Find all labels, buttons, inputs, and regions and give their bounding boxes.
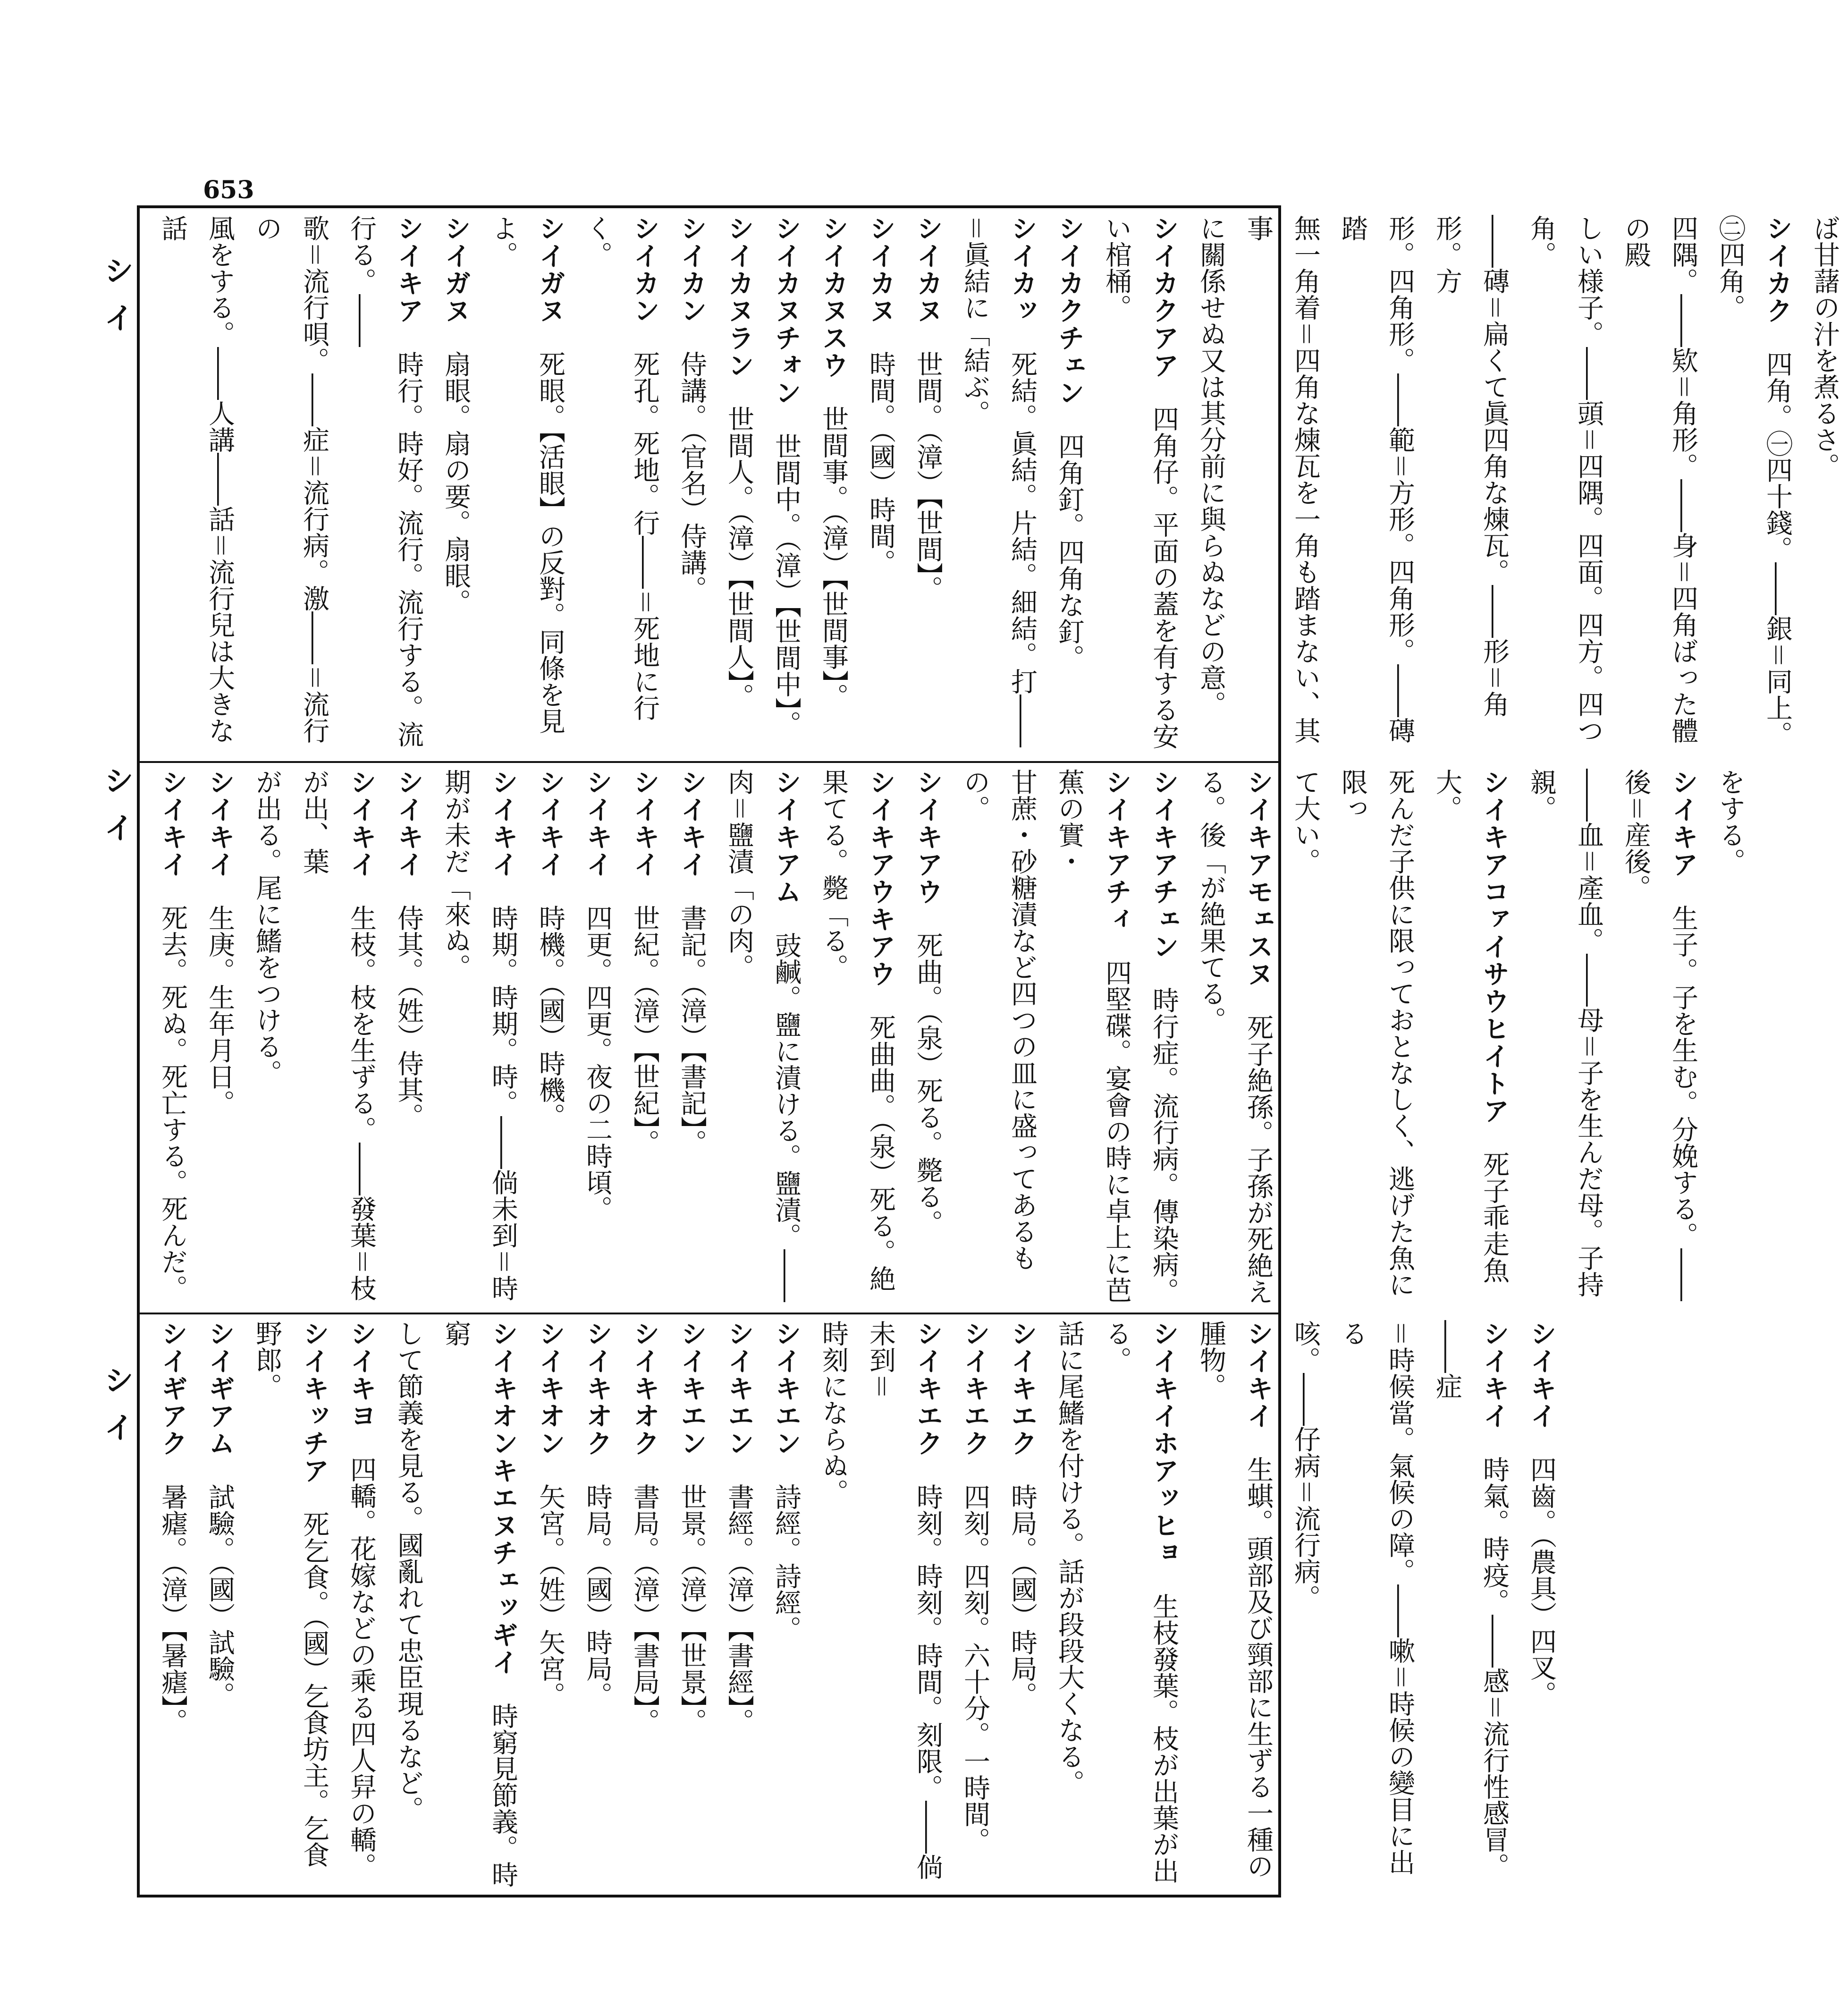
dictionary-entry (951, 215, 1046, 755)
entry-text: ――磚＝扁くて眞四角な煉瓦。――形＝角形。方 (1432, 215, 1510, 717)
entry-text: 形。四角形。――範＝方形。四角形。――磚踏 (1337, 215, 1415, 744)
dictionary-entry (762, 1320, 810, 1891)
entry-text: 生枝。枝を生ずる。――發葉＝枝が出、葉 (299, 769, 377, 1301)
entry-continuation (149, 215, 243, 755)
entry-text: 死乞食。（國）乞食坊主。乞食野郎。 (252, 1320, 329, 1868)
entry-headword: シイキイホアッヒョ (1148, 1320, 1179, 1567)
entry-text: 世間中。（漳）【世間中】。 (771, 433, 802, 737)
entry-headword: シイキイ (204, 769, 235, 878)
tier-top (149, 215, 1840, 755)
entry-text: 世間。（漳）【世間】。 (912, 351, 943, 602)
entry-text: に關係せぬ又は其分前に與らぬなどの意。 (1196, 215, 1226, 717)
entry-text: 四刻。四刻。六十分。一時間。 (960, 1483, 990, 1854)
entry-headword: シイキイ (346, 769, 377, 878)
entry-text: 甘蔗・砂糖漬など四つの皿に盛ってあるもの。 (960, 769, 1038, 1271)
entry-text: 世紀。（漳）【世紀】。 (629, 905, 660, 1156)
dictionary-entry (810, 769, 904, 1307)
entry-text: 四角。㊀四十錢。――銀＝同上。㊁四角。 (1715, 215, 1793, 747)
entry-continuation (810, 1320, 857, 1891)
entry-text: 時局。（國）時局。 (1007, 1483, 1038, 1708)
tier-middle-columns (149, 769, 1754, 1307)
entry-headword: シイキイ (157, 769, 188, 878)
entry-text: 時行。時好。流行。流行する。流行る。―― (346, 215, 424, 747)
side-label-top: シイ (99, 255, 134, 349)
entry-text: 四齒。（農具）四叉。 (1526, 1456, 1557, 1707)
dictionary-entry (385, 769, 432, 1307)
entry-headword: シイキアウ (912, 769, 943, 906)
entry-text: 死眼。【活眼】の反對。同條を見よ。 (488, 215, 565, 734)
entry-headword: シイキイ (676, 769, 707, 878)
dictionary-entry (196, 1320, 243, 1891)
entry-continuation (1329, 769, 1423, 1307)
entry-text: 書記。（漳）【書記】。 (676, 905, 707, 1156)
entry-text: 世景。（漳）【世景】。 (676, 1483, 707, 1735)
entry-headword: シイカン (629, 215, 660, 324)
entry-text: 四角仔。平面の蓋を有する安い棺桶。 (1101, 215, 1179, 749)
entry-headword: シイカク (1762, 215, 1793, 324)
page-number: 653 (203, 176, 254, 204)
side-label-middle: シイ (99, 765, 134, 859)
entry-text: 死去。死ぬ。死亡する。死んだ。 (157, 905, 188, 1301)
entry-headword: シイキイ (535, 769, 565, 878)
tier-divider-1 (137, 761, 1281, 763)
entry-headword: シイキア (393, 215, 424, 324)
entry-text: が出る。尾に鰭をつける。 (252, 769, 282, 1086)
entry-text: 豉鹹。鹽に漬ける。鹽漬。――肉＝鹽漬「の肉。 (724, 769, 802, 1302)
entry-continuation (1612, 215, 1706, 755)
tier-middle (149, 769, 1746, 1307)
entry-headword: シイキイ (629, 769, 660, 878)
dictionary-entry (526, 769, 574, 1307)
entry-continuation (1046, 1320, 1093, 1891)
entry-continuation (1423, 215, 1518, 755)
entry-text: 生子。子を生む。分娩する。――後＝産後。 (1620, 769, 1698, 1301)
entry-text: 四堅碟。宴會の時に卓上に芭蕉の實・ (1054, 769, 1132, 1303)
entry-text: 扇眼。扇の要。扇眼。 (440, 351, 471, 615)
entry-continuation (1518, 769, 1612, 1307)
entry-text: 歌＝流行唄。――症＝流行病。激――＝流行の (252, 215, 329, 744)
entry-text: 四更。四更。夜の二時頃。 (582, 905, 613, 1222)
dictionary-entry (432, 769, 526, 1307)
dictionary-entry (951, 1320, 998, 1891)
dictionary-entry (904, 769, 951, 1307)
entry-headword: シイキヨ (346, 1320, 377, 1430)
dictionary-entry (621, 769, 668, 1307)
dictionary-entry (998, 1320, 1046, 1891)
entry-text: 時氣。時疫。――感＝流行性感冒。――症 (1432, 1320, 1510, 1879)
dictionary-entry (574, 769, 621, 1307)
dictionary-entry (574, 1320, 621, 1891)
entry-headword: シイガヌ (440, 215, 471, 324)
dictionary-entry (243, 1320, 338, 1891)
dictionary-entry (290, 769, 385, 1307)
entry-text: 書經。（漳）【書經】。 (724, 1483, 754, 1735)
dictionary-entry (668, 1320, 715, 1891)
entry-headword: シイキエン (676, 1320, 707, 1457)
entry-text: 試驗。（國）試驗。 (204, 1483, 235, 1708)
dictionary-entry (857, 1320, 951, 1891)
dictionary-entry (479, 215, 574, 755)
entry-headword: シイキイ (1479, 1320, 1510, 1430)
entry-text: て大い。 (1290, 769, 1321, 874)
entry-headword: シイキイ (1243, 1320, 1274, 1430)
dictionary-entry (526, 1320, 574, 1891)
dictionary-entry (857, 215, 904, 755)
entry-headword: シイギアム (204, 1320, 235, 1457)
entry-text: 死んだ子供に限っておとなしく、逃げた魚に限っ (1337, 769, 1415, 1297)
entry-headword: シイキアウキアウ (865, 769, 896, 988)
entry-continuation (1234, 215, 1329, 755)
dictionary-entry (196, 769, 243, 1307)
dictionary-entry (1046, 769, 1140, 1307)
dictionary-entry (668, 215, 715, 755)
entry-headword: シイキイ (488, 769, 518, 878)
entry-continuation (1518, 215, 1612, 755)
entry-headword: シイキアチェン (1148, 769, 1179, 960)
entry-headword: シイキオク (629, 1320, 660, 1457)
entry-headword: シイカクチェン (1054, 215, 1085, 407)
dictionary-entry (715, 1320, 762, 1891)
entry-headword: シイキイ (582, 769, 613, 878)
entry-headword: シイキエク (912, 1320, 943, 1457)
entry-text: 侍其。（姓）侍其。 (393, 905, 424, 1129)
entry-text: 時窮見節義。時窮 (440, 1320, 518, 1888)
entry-text: 時機。（國）時機。 (535, 905, 565, 1129)
dictionary-entry (574, 215, 668, 755)
entry-text: ば甘藷の汁を煮るさ。 (1809, 215, 1840, 479)
entry-continuation (243, 215, 338, 755)
entry-headword: シイキア (1668, 769, 1698, 878)
entry-headword: シイカヌラン (724, 215, 754, 379)
entry-headword: シイキアム (771, 769, 802, 906)
dictionary-entry (1187, 769, 1282, 1307)
dictionary-entry (715, 769, 810, 1307)
dictionary-entry (149, 769, 196, 1307)
dictionary-entry (668, 769, 715, 1307)
entry-continuation (1187, 215, 1234, 755)
entry-headword: シイキイ (393, 769, 424, 878)
entry-text: ＝時候當。氣候の障。――嗽＝時候の變目に出る (1337, 1320, 1415, 1875)
entry-text: 生庚。生年月日。 (204, 905, 235, 1116)
entry-headword: シイキオン (535, 1320, 565, 1457)
entry-headword: シイキオク (582, 1320, 613, 1457)
entry-text: 死曲曲。（泉）死る。絶果てる。斃「る。 (818, 769, 896, 1292)
dictionary-entry (338, 215, 432, 755)
entry-text: 四轎。花嫁などの乘る四人舁の轎。 (346, 1456, 377, 1879)
entry-continuation (1329, 1320, 1423, 1891)
entry-headword: シイガヌ (535, 215, 565, 324)
entry-headword: シイカッ (1007, 215, 1038, 324)
dictionary-entry (1518, 1320, 1565, 1891)
entry-headword: シイキアモェスヌ (1243, 769, 1274, 988)
entry-continuation (385, 1320, 432, 1891)
tier-bottom (149, 1320, 1557, 1891)
dictionary-entry (1706, 215, 1801, 755)
entry-headword: シイキエン (724, 1320, 754, 1457)
entry-text: 風をする。――人講――話＝流行兒は大きな話 (157, 215, 235, 744)
entry-continuation (951, 769, 1046, 1307)
entry-headword: シイキエク (960, 1320, 990, 1457)
entry-text: 四角釘。四角な釘。 (1054, 433, 1085, 671)
dictionary-entry (1093, 215, 1187, 755)
entry-text: 無一角着＝四角な煉瓦を一角も踏まない、其事 (1243, 215, 1321, 744)
dictionary-entry (1046, 215, 1093, 755)
entry-text: をする。 (1715, 769, 1746, 874)
entry-text: 時間。（國）時間。 (865, 351, 896, 576)
dictionary-entry (762, 215, 810, 755)
entry-text: 死子絶孫。子孫が死絶える。後「が絶果てる。 (1196, 769, 1274, 1305)
entry-text: 時期。時期。時。――倘未到＝時期が未だ「來ぬ。 (440, 769, 518, 1301)
dictionary-entry (149, 1320, 196, 1891)
entry-text: 咳。――仔病＝流行病。 (1290, 1320, 1321, 1611)
entry-headword: シイカヌ (865, 215, 896, 324)
entry-text: 死孔。死地。行――＝死地に行く。 (582, 215, 660, 721)
entry-text: して節義を見る。國亂れて忠臣現るなど。 (393, 1320, 424, 1822)
entry-text: 生蜞。頭部及び頸部に生ずる一種の腫物。 (1196, 1320, 1274, 1879)
entry-text: 時刻。時刻。時間。刻限。――倘未到＝ (865, 1320, 943, 1880)
entry-headword: シイキオンキエヌチェッギイ (488, 1320, 518, 1676)
entry-headword: シイカヌスウ (818, 215, 849, 379)
entry-text: 世間事。（漳）【世間事】。 (818, 406, 849, 710)
entry-headword: シイキッチア (299, 1320, 329, 1484)
entry-text: 書局。（漳）【書局】。 (629, 1483, 660, 1735)
dictionary-entry (1612, 769, 1706, 1307)
dictionary-entry (621, 1320, 668, 1891)
dictionary-entry (1140, 769, 1187, 1307)
dictionary-entry (1423, 769, 1518, 1307)
dictionary-entry (715, 215, 762, 755)
entry-text: 死曲。（泉）死る。斃る。 (912, 932, 943, 1236)
entry-text: 暑瘧。（漳）【暑瘧】。 (157, 1483, 188, 1735)
entry-text: 時刻にならぬ。 (818, 1320, 849, 1505)
entry-continuation (1706, 769, 1754, 1307)
dictionary-entry (810, 215, 857, 755)
entry-text: 四隅。――欵＝角形。――身＝四角ばった體の殿 (1620, 215, 1698, 744)
entry-continuation (1282, 1320, 1329, 1891)
tier-divider-2 (137, 1313, 1281, 1314)
dictionary-entry (338, 1320, 385, 1891)
entry-headword: シイキアコァイサウヒイトア (1479, 769, 1510, 1125)
dictionary-entry (432, 1320, 526, 1891)
entry-text: 生枝發葉。枝が出葉が出る。 (1101, 1320, 1179, 1884)
entry-continuation (1801, 215, 1848, 755)
entry-headword: シイキエク (1007, 1320, 1038, 1457)
entry-text: 話に尾鰭を付ける。話が段段大くなる。 (1054, 1320, 1085, 1796)
entry-headword: シイカン (676, 215, 707, 324)
entry-continuation (1329, 215, 1423, 755)
dictionary-entry (1423, 1320, 1518, 1891)
dictionary-entry (1093, 1320, 1187, 1891)
entry-continuation (1282, 769, 1329, 1307)
entry-text: 時局。（國）時局。 (582, 1483, 613, 1708)
dictionary-entry (904, 215, 951, 755)
dictionary-entry (432, 215, 479, 755)
entry-headword: シイキエン (771, 1320, 802, 1457)
entry-text: 侍講。（官名）侍講。 (676, 351, 707, 602)
entry-text: 死結。眞結。片結。細結。打――＝眞結に「結ぶ。 (960, 215, 1038, 747)
entry-headword: シイカクアア (1148, 215, 1179, 379)
entry-text: 詩經。詩經。 (771, 1483, 802, 1642)
entry-text: 矢宮。（姓）矢宮。 (535, 1483, 565, 1708)
entry-headword: シイカヌチォン (771, 215, 802, 407)
entry-headword: シイキイ (1526, 1320, 1557, 1430)
entry-headword: シイキアチィ (1101, 769, 1132, 933)
tier-bottom-columns (149, 1320, 1565, 1891)
side-label-bottom: シイ (99, 1364, 134, 1459)
entry-headword: シイカヌ (912, 215, 943, 324)
entry-text: ――血＝產血。――母＝子を生んだ母。子持親。 (1526, 769, 1604, 1297)
entry-text: 時行症。流行病。傳染病。 (1148, 987, 1179, 1304)
entry-continuation (243, 769, 290, 1307)
tier-top-columns (149, 215, 1848, 755)
entry-text: 世間人。（漳）【世間人】。 (724, 406, 754, 710)
entry-text: しい様子。――頭＝四隅。四面。四方。四つ角。 (1526, 215, 1604, 744)
entry-text: 死子乖走魚大。 (1432, 769, 1510, 1283)
entry-headword: シイギアク (157, 1320, 188, 1457)
dictionary-entry (1187, 1320, 1282, 1891)
